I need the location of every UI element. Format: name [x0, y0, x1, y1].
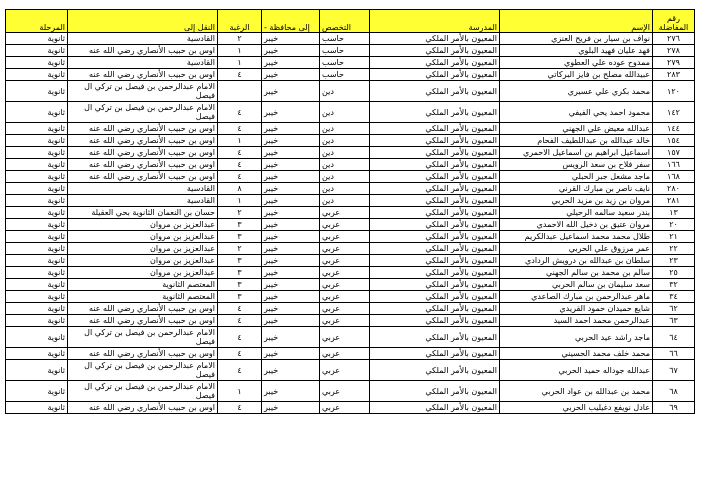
- cell-specialization: دين: [320, 81, 370, 102]
- cell-governorate: خيبر: [262, 69, 320, 81]
- transfer-table: [5, 9, 695, 414]
- table-row: [6, 315, 695, 327]
- cell-governorate: خيبر: [262, 231, 320, 243]
- cell-name: مروان بن زيد بن مزيد الحربي: [500, 195, 653, 207]
- cell-governorate: خيبر: [262, 327, 320, 348]
- cell-wish: ١: [218, 381, 262, 402]
- cell-school: المعيون بالأمر الملكي: [370, 279, 500, 291]
- cell-governorate: خيبر: [262, 267, 320, 279]
- cell-stage: ثانوية: [6, 327, 68, 348]
- cell-stage: ثانوية: [6, 57, 68, 69]
- table-row: [6, 279, 695, 291]
- cell-wish: ٣: [218, 255, 262, 267]
- cell-name: محمد بكري علي عسيري: [500, 81, 653, 102]
- cell-specialization: عربي: [320, 315, 370, 327]
- cell-specialization: عربي: [320, 255, 370, 267]
- cell-rank: ١٤٤: [653, 123, 695, 135]
- cell-stage: ثانوية: [6, 81, 68, 102]
- cell-transfer-to: المعتصم الثانوية: [68, 279, 218, 291]
- cell-school: المعيون بالأمر الملكي: [370, 123, 500, 135]
- cell-rank: ٢٥: [653, 267, 695, 279]
- table-row: [6, 183, 695, 195]
- cell-wish: ٤: [218, 147, 262, 159]
- header-wish: الرغبة: [218, 10, 262, 33]
- cell-school: المعيون بالأمر الملكي: [370, 267, 500, 279]
- cell-name: نايف ناصر بن مبارك القرني: [500, 183, 653, 195]
- cell-school: المعيون بالأمر الملكي: [370, 315, 500, 327]
- cell-rank: ٢٢: [653, 243, 695, 255]
- cell-specialization: حاسب: [320, 33, 370, 45]
- cell-specialization: دين: [320, 147, 370, 159]
- cell-governorate: خيبر: [262, 255, 320, 267]
- cell-rank: ١٦٨: [653, 171, 695, 183]
- cell-stage: ثانوية: [6, 231, 68, 243]
- cell-governorate: خيبر: [262, 315, 320, 327]
- cell-specialization: دين: [320, 183, 370, 195]
- cell-school: المعيون بالأمر الملكي: [370, 183, 500, 195]
- cell-specialization: عربي: [320, 243, 370, 255]
- cell-school: المعيون بالأمر الملكي: [370, 81, 500, 102]
- cell-governorate: خيبر: [262, 33, 320, 45]
- cell-wish: ٣: [218, 231, 262, 243]
- cell-transfer-to: عبدالعزيز بن مروان: [68, 267, 218, 279]
- cell-school: المعيون بالأمر الملكي: [370, 147, 500, 159]
- cell-stage: ثانوية: [6, 360, 68, 381]
- cell-wish: ٣: [218, 219, 262, 231]
- cell-transfer-to: اوس بن حبيب الأنصاري رضي الله عنه: [68, 315, 218, 327]
- cell-wish: ٤: [218, 315, 262, 327]
- cell-specialization: عربي: [320, 219, 370, 231]
- cell-rank: ١٥٤: [653, 135, 695, 147]
- cell-wish: ١: [218, 195, 262, 207]
- cell-stage: ثانوية: [6, 69, 68, 81]
- cell-stage: ثانوية: [6, 147, 68, 159]
- cell-rank: ٦٨: [653, 381, 695, 402]
- table-row: [6, 57, 695, 69]
- cell-name: نواف بن سيار بن فريح العنزي: [500, 33, 653, 45]
- cell-name: عبدالله معيض علي الجهني: [500, 123, 653, 135]
- header-school: المدرسة: [370, 10, 500, 33]
- cell-wish: ١: [218, 45, 262, 57]
- cell-rank: ٣٢: [653, 279, 695, 291]
- cell-name: طلال محمد محمد اسماعيل عبدالكريم: [500, 231, 653, 243]
- table-row: [6, 102, 695, 123]
- cell-name: سعد سليمان بن سالم الحربي: [500, 279, 653, 291]
- cell-stage: ثانوية: [6, 315, 68, 327]
- cell-specialization: عربي: [320, 381, 370, 402]
- cell-rank: ٢١: [653, 231, 695, 243]
- cell-stage: ثانوية: [6, 183, 68, 195]
- cell-rank: ٢٨٣: [653, 69, 695, 81]
- header-name: الإسم: [500, 10, 653, 33]
- cell-name: محمود احمد يحي الفيفي: [500, 102, 653, 123]
- cell-wish: ٨: [218, 183, 262, 195]
- table-row: [6, 303, 695, 315]
- cell-governorate: خيبر: [262, 195, 320, 207]
- cell-governorate: خيبر: [262, 243, 320, 255]
- header-transfer-to: النقل إلى: [68, 10, 218, 33]
- cell-school: المعيون بالأمر الملكي: [370, 171, 500, 183]
- cell-stage: ثانوية: [6, 348, 68, 360]
- cell-transfer-to: اوس بن حبيب الأنصاري رضي الله عنه: [68, 348, 218, 360]
- cell-stage: ثانوية: [6, 267, 68, 279]
- cell-transfer-to: اوس بن حبيب الأنصاري رضي الله عنه: [68, 147, 218, 159]
- cell-name: خالد عبدالله بن عبداللطيف الفحام: [500, 135, 653, 147]
- cell-name: ماجد مشعل جبر الحبلي: [500, 171, 653, 183]
- cell-name: محمد بن عبدالله بن عواد الحربي: [500, 381, 653, 402]
- cell-stage: ثانوية: [6, 123, 68, 135]
- cell-transfer-to: اوس بن حبيب الأنصاري رضي الله عنه: [68, 159, 218, 171]
- table-row: [6, 159, 695, 171]
- cell-transfer-to: اوس بن حبيب الأنصاري رضي الله عنه: [68, 45, 218, 57]
- cell-specialization: عربي: [320, 360, 370, 381]
- cell-governorate: خيبر: [262, 81, 320, 102]
- cell-name: سفر فلاح بن سعد الرويس: [500, 159, 653, 171]
- cell-specialization: عربي: [320, 207, 370, 219]
- cell-specialization: حاسب: [320, 69, 370, 81]
- table-row: [6, 360, 695, 381]
- cell-transfer-to: الامام عبدالرحمن بن فيصل بن تركي ال فيصل: [68, 102, 218, 123]
- cell-school: المعيون بالأمر الملكي: [370, 243, 500, 255]
- cell-name: ممدوح عوده علي العطوي: [500, 57, 653, 69]
- cell-wish: ٢: [218, 243, 262, 255]
- cell-transfer-to: عبدالعزيز بن مروان: [68, 255, 218, 267]
- table-row: [6, 291, 695, 303]
- cell-stage: ثانوية: [6, 243, 68, 255]
- cell-rank: ٦٤: [653, 327, 695, 348]
- cell-stage: ثانوية: [6, 207, 68, 219]
- cell-rank: ١٦٦: [653, 159, 695, 171]
- table-row: [6, 147, 695, 159]
- cell-name: عادل نويفع دغيليب الحربي: [500, 402, 653, 414]
- cell-governorate: خيبر: [262, 45, 320, 57]
- cell-stage: ثانوية: [6, 159, 68, 171]
- table-row: [6, 381, 695, 402]
- cell-specialization: حاسب: [320, 57, 370, 69]
- cell-wish: ٤: [218, 102, 262, 123]
- cell-school: المعيون بالأمر الملكي: [370, 207, 500, 219]
- cell-wish: ٤: [218, 327, 262, 348]
- cell-rank: ٦٩: [653, 402, 695, 414]
- cell-wish: ٤: [218, 348, 262, 360]
- cell-name: سالم بن محمد بن سالم الجهني: [500, 267, 653, 279]
- cell-rank: ٢٨٠: [653, 183, 695, 195]
- cell-school: المعيون بالأمر الملكي: [370, 291, 500, 303]
- cell-school: المعيون بالأمر الملكي: [370, 327, 500, 348]
- header-specialization: التخصص: [320, 10, 370, 33]
- cell-name: شايع حميدان حمود القريدي: [500, 303, 653, 315]
- cell-rank: ٦٣: [653, 315, 695, 327]
- cell-name: مروان عتيق بن دخيل الله الاحمدي: [500, 219, 653, 231]
- cell-name: عبدالله جوداله حميد الحربي: [500, 360, 653, 381]
- cell-name: فهد عليان فهيد البلوي: [500, 45, 653, 57]
- cell-name: بندر سعيد سالمه الرحيلي: [500, 207, 653, 219]
- cell-governorate: خيبر: [262, 183, 320, 195]
- cell-school: المعيون بالأمر الملكي: [370, 402, 500, 414]
- cell-specialization: دين: [320, 123, 370, 135]
- cell-specialization: حاسب: [320, 45, 370, 57]
- cell-stage: ثانوية: [6, 33, 68, 45]
- cell-stage: ثانوية: [6, 279, 68, 291]
- cell-rank: ٦٦: [653, 348, 695, 360]
- header-governorate: إلى محافظة -: [262, 10, 320, 33]
- table-row: [6, 123, 695, 135]
- header-row: [6, 10, 695, 33]
- cell-rank: ٢٨١: [653, 195, 695, 207]
- table-row: [6, 255, 695, 267]
- cell-stage: ثانوية: [6, 381, 68, 402]
- cell-transfer-to: الامام عبدالرحمن بن فيصل بن تركي ال فيصل: [68, 381, 218, 402]
- cell-rank: ٢٠: [653, 219, 695, 231]
- cell-wish: ٤: [218, 171, 262, 183]
- cell-wish: ٢: [218, 33, 262, 45]
- cell-name: عبدالرحمن محمد احمد السيد: [500, 315, 653, 327]
- cell-name: عبيدالله مصلح بن فايز البركاتي: [500, 69, 653, 81]
- cell-wish: ٤: [218, 159, 262, 171]
- table-row: [6, 207, 695, 219]
- cell-specialization: دين: [320, 102, 370, 123]
- cell-transfer-to: اوس بن حبيب الأنصاري رضي الله عنه: [68, 171, 218, 183]
- cell-specialization: دين: [320, 171, 370, 183]
- cell-school: المعيون بالأمر الملكي: [370, 219, 500, 231]
- cell-wish: ١: [218, 135, 262, 147]
- cell-transfer-to: اوس بن حبيب الأنصاري رضي الله عنه: [68, 123, 218, 135]
- cell-wish: ٣: [218, 267, 262, 279]
- table-row: [6, 45, 695, 57]
- cell-transfer-to: الامام عبدالرحمن بن فيصل بن تركي ال فيصل: [68, 81, 218, 102]
- cell-stage: ثانوية: [6, 291, 68, 303]
- cell-specialization: عربي: [320, 231, 370, 243]
- cell-transfer-to: اوس بن حبيب الأنصاري رضي الله عنه: [68, 303, 218, 315]
- table-row: [6, 195, 695, 207]
- cell-transfer-to: القادسية: [68, 183, 218, 195]
- cell-school: المعيون بالأمر الملكي: [370, 45, 500, 57]
- cell-wish: ٤: [218, 303, 262, 315]
- cell-governorate: خيبر: [262, 291, 320, 303]
- cell-governorate: خيبر: [262, 402, 320, 414]
- cell-governorate: خيبر: [262, 279, 320, 291]
- cell-transfer-to: حسان بن النعمان الثانوية بحي العقيلة: [68, 207, 218, 219]
- cell-specialization: عربي: [320, 348, 370, 360]
- cell-stage: ثانوية: [6, 135, 68, 147]
- cell-governorate: خيبر: [262, 207, 320, 219]
- cell-rank: ٦٢: [653, 303, 695, 315]
- cell-school: المعيون بالأمر الملكي: [370, 159, 500, 171]
- cell-governorate: خيبر: [262, 102, 320, 123]
- cell-transfer-to: القادسية: [68, 195, 218, 207]
- cell-school: المعيون بالأمر الملكي: [370, 135, 500, 147]
- transfer-results-sheet: [6, 9, 695, 414]
- table-row: [6, 171, 695, 183]
- cell-rank: ٢٧٨: [653, 45, 695, 57]
- cell-governorate: خيبر: [262, 381, 320, 402]
- cell-transfer-to: القادسية: [68, 57, 218, 69]
- table-row: [6, 69, 695, 81]
- cell-specialization: عربي: [320, 303, 370, 315]
- cell-school: المعيون بالأمر الملكي: [370, 303, 500, 315]
- cell-governorate: خيبر: [262, 360, 320, 381]
- cell-governorate: خيبر: [262, 159, 320, 171]
- cell-school: المعيون بالأمر الملكي: [370, 69, 500, 81]
- table-row: [6, 33, 695, 45]
- cell-rank: ٣٤: [653, 291, 695, 303]
- table-row: [6, 231, 695, 243]
- cell-wish: ٤: [218, 123, 262, 135]
- cell-school: المعيون بالأمر الملكي: [370, 348, 500, 360]
- cell-governorate: خيبر: [262, 171, 320, 183]
- cell-rank: ٢٣: [653, 255, 695, 267]
- cell-wish: ٣: [218, 291, 262, 303]
- cell-stage: ثانوية: [6, 402, 68, 414]
- table-row: [6, 81, 695, 102]
- cell-rank: ٢٧٦: [653, 33, 695, 45]
- cell-school: المعيون بالأمر الملكي: [370, 57, 500, 69]
- cell-stage: ثانوية: [6, 255, 68, 267]
- cell-stage: ثانوية: [6, 171, 68, 183]
- cell-transfer-to: عبدالعزيز بن مروان: [68, 219, 218, 231]
- cell-governorate: خيبر: [262, 219, 320, 231]
- cell-transfer-to: المعتصم الثانوية: [68, 291, 218, 303]
- cell-transfer-to: القادسية: [68, 33, 218, 45]
- cell-transfer-to: الامام عبدالرحمن بن فيصل بن تركي ال فيصل: [68, 360, 218, 381]
- cell-school: المعيون بالأمر الملكي: [370, 231, 500, 243]
- cell-specialization: عربي: [320, 402, 370, 414]
- cell-transfer-to: عبدالعزيز بن مروان: [68, 231, 218, 243]
- cell-name: ماجد راشد عيد الحربي: [500, 327, 653, 348]
- cell-name: ماهر عبدالرحمن بن مبارك الصاعدي: [500, 291, 653, 303]
- cell-specialization: عربي: [320, 327, 370, 348]
- table-row: [6, 219, 695, 231]
- cell-name: محمد خلف محمد الحسيني: [500, 348, 653, 360]
- cell-specialization: دين: [320, 159, 370, 171]
- cell-specialization: عربي: [320, 267, 370, 279]
- table-row: [6, 327, 695, 348]
- cell-name: اسماعيل ابراهيم بن اسماعيل الاحمري: [500, 147, 653, 159]
- header-stage: المرحلة: [6, 10, 68, 33]
- cell-rank: ٦٧: [653, 360, 695, 381]
- cell-stage: ثانوية: [6, 102, 68, 123]
- cell-school: المعيون بالأمر الملكي: [370, 381, 500, 402]
- cell-transfer-to: الامام عبدالرحمن بن فيصل بن تركي ال فيصل: [68, 327, 218, 348]
- cell-rank: ١٣: [653, 207, 695, 219]
- cell-school: المعيون بالأمر الملكي: [370, 102, 500, 123]
- cell-rank: ١٥٧: [653, 147, 695, 159]
- cell-school: المعيون بالأمر الملكي: [370, 33, 500, 45]
- cell-specialization: دين: [320, 195, 370, 207]
- cell-wish: ٤: [218, 360, 262, 381]
- table-row: [6, 243, 695, 255]
- cell-rank: ٢٧٩: [653, 57, 695, 69]
- cell-wish: ٣: [218, 279, 262, 291]
- cell-school: المعيون بالأمر الملكي: [370, 255, 500, 267]
- cell-governorate: خيبر: [262, 147, 320, 159]
- cell-rank: ١٢٠: [653, 81, 695, 102]
- cell-specialization: عربي: [320, 279, 370, 291]
- cell-wish: ١: [218, 57, 262, 69]
- table-row: [6, 402, 695, 414]
- cell-school: المعيون بالأمر الملكي: [370, 360, 500, 381]
- cell-governorate: خيبر: [262, 135, 320, 147]
- cell-stage: ثانوية: [6, 45, 68, 57]
- cell-wish: ٤: [218, 402, 262, 414]
- table-row: [6, 135, 695, 147]
- cell-governorate: خيبر: [262, 348, 320, 360]
- cell-wish: ٢: [218, 207, 262, 219]
- cell-wish: [218, 81, 262, 102]
- cell-specialization: عربي: [320, 291, 370, 303]
- cell-governorate: خيبر: [262, 303, 320, 315]
- cell-specialization: دين: [320, 135, 370, 147]
- cell-transfer-to: عبدالعزيز بن مروان: [68, 243, 218, 255]
- table-row: [6, 348, 695, 360]
- cell-school: المعيون بالأمر الملكي: [370, 195, 500, 207]
- cell-governorate: خيبر: [262, 123, 320, 135]
- cell-wish: ٤: [218, 69, 262, 81]
- cell-transfer-to: اوس بن حبيب الأنصاري رضي الله عنه: [68, 69, 218, 81]
- cell-transfer-to: اوس بن حبيب الأنصاري رضي الله عنه: [68, 135, 218, 147]
- cell-name: عمر مرزوق علي الحربي: [500, 243, 653, 255]
- cell-name: سلطان بن عبدالله بن درويش الردادي: [500, 255, 653, 267]
- table-row: [6, 267, 695, 279]
- cell-stage: ثانوية: [6, 303, 68, 315]
- cell-governorate: خيبر: [262, 57, 320, 69]
- cell-transfer-to: اوس بن حبيب الأنصاري رضي الله عنه: [68, 402, 218, 414]
- cell-stage: ثانوية: [6, 219, 68, 231]
- cell-rank: ١٤٢: [653, 102, 695, 123]
- cell-stage: ثانوية: [6, 195, 68, 207]
- header-rank: رقم المفاضلة: [653, 10, 695, 33]
